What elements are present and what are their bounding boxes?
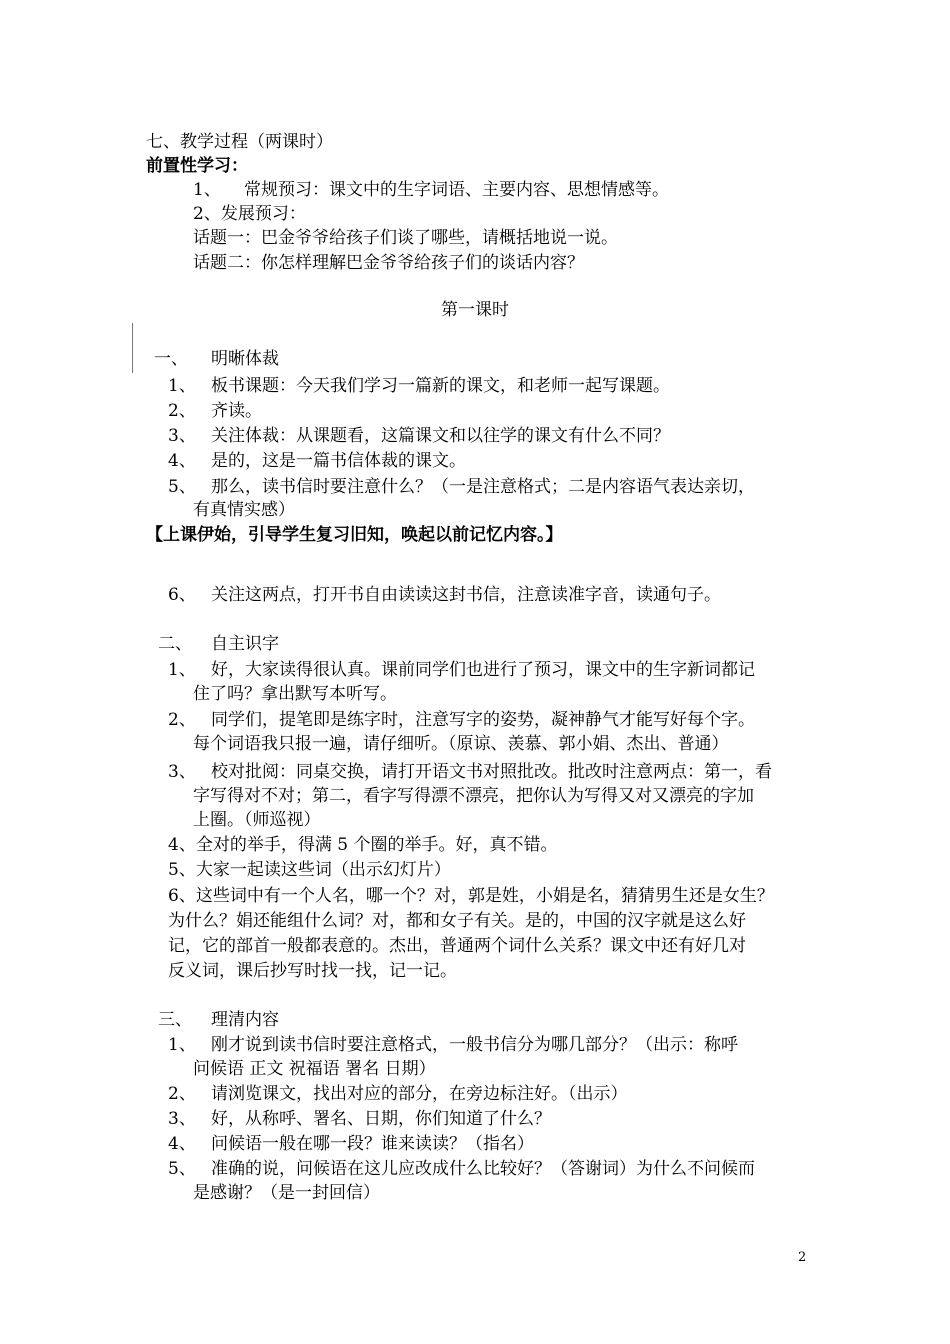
- section-3-item-3: 好，从称呼、署名、日期，你们知道了什么？: [211, 1109, 551, 1129]
- section-3-item-2: 请浏览课文，找出对应的部分，在旁边标注好。（出示）: [211, 1084, 628, 1104]
- list-item-num: 2、: [168, 401, 196, 421]
- section-2-item-3-cont: 字写得对不对；第二，看字写得漂不漂亮，把你认为写得又对又漂亮的字加: [193, 786, 754, 806]
- pre-study-item-2: 2、发展预习：: [193, 204, 306, 224]
- section-3-item-1-num: 1、: [168, 1035, 196, 1055]
- process-title: 七、教学过程（两课时）: [146, 132, 333, 152]
- section-2-item-5: 5、大家一起读这些词（出示幻灯片）: [168, 860, 451, 880]
- section-3-item-4-num: 4、: [168, 1134, 196, 1154]
- section-2-item-1-num: 1、: [168, 660, 196, 680]
- section-2-number: 二、: [158, 634, 192, 654]
- list-item-continuation: 有真情实感）: [193, 500, 295, 520]
- section-1-number: 一、: [154, 349, 188, 369]
- page-number: 2: [798, 1250, 807, 1265]
- section-3-item-1-cont: 问候语 正文 祝福语 署名 日期）: [193, 1059, 436, 1079]
- list-item: 那么，读书信时要注意什么？（一是注意格式；二是内容语气表达亲切，: [211, 477, 755, 497]
- list-item-num: 4、: [168, 451, 196, 471]
- section-3-number: 三、: [158, 1010, 192, 1030]
- pre-study-item-1: 常规预习：课文中的生字词语、主要内容、思想情感等。: [244, 180, 669, 200]
- section-3-item-5: 准确的说，问候语在这儿应改成什么比较好？（答谢词）为什么不问候而: [211, 1159, 755, 1179]
- section-3-item-3-num: 3、: [168, 1109, 196, 1129]
- section-3-item-2-num: 2、: [168, 1084, 196, 1104]
- section-2-item-1-cont: 住了吗？拿出默写本听写。: [193, 684, 397, 704]
- list-item: 齐读。: [211, 401, 262, 421]
- section-2-item-6-cont: 记，它的部首一般都表意的。杰出，普通两个词什么关系？课文中还有好几对: [168, 936, 746, 956]
- list-item-num: 3、: [168, 426, 196, 446]
- section-2-item-6-cont: 反义词，课后抄写时找一找，记一记。: [168, 961, 457, 981]
- margin-line: [132, 323, 133, 373]
- topic-1: 话题一：巴金爷爷给孩子们谈了哪些，请概括地说一说。: [193, 228, 618, 248]
- section-1-title: 明晰体裁: [211, 349, 279, 369]
- section-2-item-3-cont: 上圈。（师巡视）: [193, 810, 321, 830]
- teaching-note: 【上课伊始，引导学生复习旧知，唤起以前记忆内容。】: [146, 525, 563, 545]
- section-2-item-3-num: 3、: [168, 762, 196, 782]
- list-item-num: 1、: [168, 376, 196, 396]
- lesson-title: 第一课时: [441, 300, 509, 320]
- pre-study-title: 前置性学习：: [146, 156, 248, 176]
- section-2-item-6-cont: 为什么？娟还能组什么词？对，都和女子有关。是的，中国的汉字就是这么好: [168, 911, 746, 931]
- section-1-item-6: 关注这两点，打开书自由读读这封书信，注意读准字音，读通句子。: [211, 585, 721, 605]
- section-2-title: 自主识字: [211, 634, 279, 654]
- pre-study-item-1-num: 1、: [193, 180, 221, 200]
- list-item: 是的，这是一篇书信体裁的课文。: [211, 451, 466, 471]
- section-3-item-4: 问候语一般在哪一段？谁来读读？（指名）: [211, 1134, 534, 1154]
- section-2-item-3: 校对批阅：同桌交换，请打开语文书对照批改。批改时注意两点：第一，看: [211, 762, 772, 782]
- section-2-item-6: 6、这些词中有一个人名，哪一个？对，郭是姓，小娟是名，猜猜男生还是女生？: [168, 886, 774, 906]
- section-3-item-5-num: 5、: [168, 1159, 196, 1179]
- section-2-item-2-num: 2、: [168, 710, 196, 730]
- section-3-title: 理清内容: [211, 1010, 279, 1030]
- section-3-item-1: 刚才说到读书信时要注意格式，一般书信分为哪几部分？（出示：称呼: [211, 1035, 738, 1055]
- section-1-item-6-num: 6、: [168, 585, 196, 605]
- list-item-num: 5、: [168, 477, 196, 497]
- section-2-item-2: 同学们，提笔即是练字时，注意写字的姿势，凝神静气才能写好每个字。: [211, 710, 755, 730]
- section-2-item-2-cont: 每个词语我只报一遍，请仔细听。（原谅、羡慕、郭小娟、杰出、普通）: [193, 734, 729, 754]
- list-item: 板书课题：今天我们学习一篇新的课文，和老师一起写课题。: [211, 376, 670, 396]
- section-2-item-1: 好，大家读得很认真。课前同学们也进行了预习，课文中的生字新词都记: [211, 660, 755, 680]
- list-item: 关注体裁：从课题看，这篇课文和以往学的课文有什么不同？: [211, 426, 670, 446]
- section-3-item-5-cont: 是感谢？（是一封回信）: [193, 1183, 380, 1203]
- topic-2: 话题二：你怎样理解巴金爷爷给孩子们的谈话内容？: [193, 253, 584, 273]
- section-2-item-4: 4、全对的举手，得满 5 个圈的举手。好，真不错。: [168, 835, 558, 855]
